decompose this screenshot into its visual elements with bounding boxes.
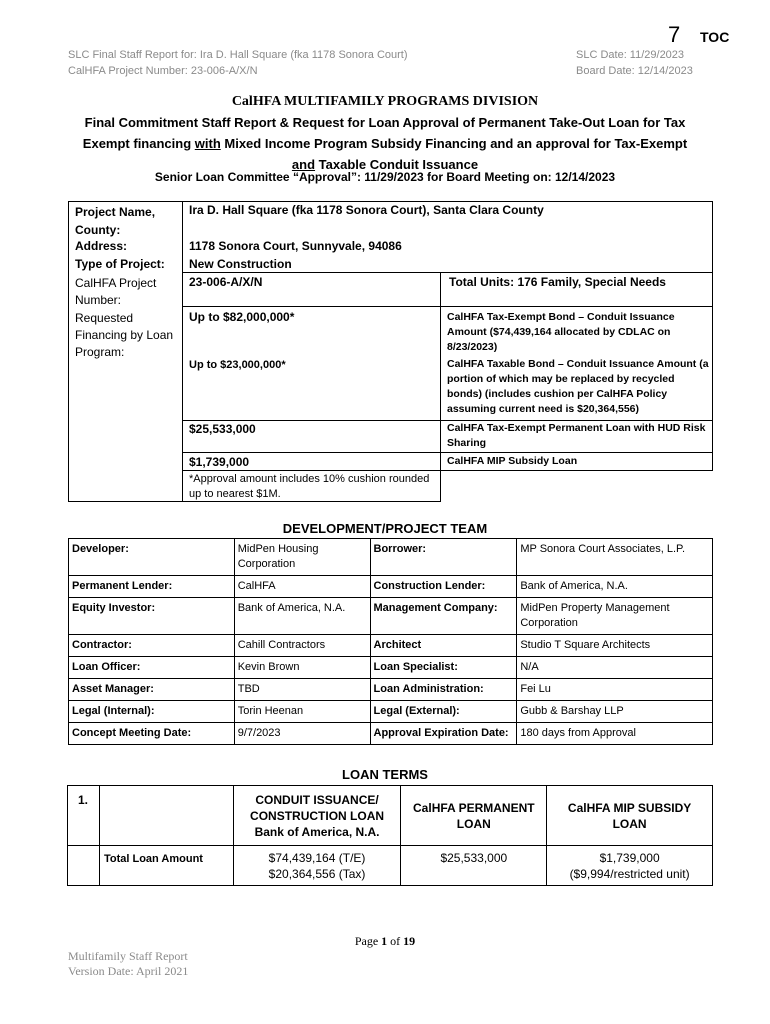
loan-terms-heading: LOAN TERMS	[342, 767, 428, 782]
financing-amount-1: Up to $82,000,000*	[189, 310, 295, 324]
team-row	[69, 635, 713, 657]
team-role-value: Kevin Brown	[234, 657, 370, 679]
project-number-value: 23-006-A/X/N	[189, 275, 263, 289]
header-project-number: CalHFA Project Number: 23-006-A/X/N	[68, 65, 258, 77]
team-role-label: Borrower:	[370, 539, 517, 576]
header-slc-date: SLC Date: 11/29/2023	[576, 49, 685, 61]
team-row	[69, 679, 713, 701]
footer-staff-report: Multifamily Staff Report	[68, 949, 188, 963]
financing-desc-1: CalHFA Tax-Exempt Bond – Conduit Issuance Amount ($74,439,164 allocated by CDLAC on 8/23/2023)	[447, 311, 675, 353]
team-table	[68, 538, 713, 745]
team-role-label: Loan Administration:	[370, 679, 517, 701]
team-role-label: Asset Manager:	[69, 679, 235, 701]
team-role-value: Fei Lu	[517, 679, 713, 701]
report-title-line1: Final Commitment Staff Report & Request for Loan Approval of Permanent Take-Out Loan for Tax	[84, 115, 686, 130]
team-role-label: Developer:	[69, 539, 235, 576]
financing-amount-2: Up to $23,000,000*	[189, 359, 286, 371]
team-role-label: Legal (Internal):	[69, 701, 235, 723]
team-heading: DEVELOPMENT/PROJECT TEAM	[282, 521, 488, 536]
page-number-top: 7	[668, 22, 681, 47]
address-value: 1178 Sonora Court, Sunnyvale, 94086	[189, 239, 402, 253]
financing-desc-2: CalHFA Taxable Bond – Conduit Issuance Amount (a portion of which may be replaced by recycled bonds) (includes cushion per CalHFA Policy assuming current need is $20,364,556)	[447, 358, 709, 415]
col-conduit-header: CONDUIT ISSUANCE/ CONSTRUCTION LOAN Bank of America, N.A.	[233, 786, 401, 846]
team-role-value: 9/7/2023	[234, 723, 370, 745]
address-label: Address:	[75, 239, 128, 253]
col-permanent-header: CalHFA PERMANENT LOAN	[401, 786, 547, 846]
financing-desc-4: CalHFA MIP Subsidy Loan	[447, 455, 578, 467]
project-name-value: Ira D. Hall Square (fka 1178 Sonora Court), Santa Clara County	[189, 203, 544, 217]
project-name-label: Project Name, County:	[75, 205, 156, 237]
approval-note: *Approval amount includes 10% cushion rounded up to nearest $1M.	[189, 473, 430, 500]
team-role-label: Concept Meeting Date:	[69, 723, 235, 745]
team-row	[69, 657, 713, 679]
division-title: CalHFA MULTIFAMILY PROGRAMS DIVISION	[231, 94, 539, 109]
project-number-label: CalHFA Project Number:	[75, 276, 157, 307]
loan-terms-blank	[99, 786, 233, 846]
team-role-label: Construction Lender:	[370, 576, 517, 598]
financing-amount-3: $25,533,000	[189, 422, 256, 436]
team-row	[69, 598, 713, 635]
team-role-value: Bank of America, N.A.	[234, 598, 370, 635]
financing-desc-3: CalHFA Tax-Exempt Permanent Loan with HUD Risk Sharing	[447, 422, 706, 449]
loan-terms-table	[67, 785, 713, 886]
team-role-label: Equity Investor:	[69, 598, 235, 635]
toc-link[interactable]: TOC	[700, 29, 730, 45]
header-report-for: SLC Final Staff Report for: Ira D. Hall Square (fka 1178 Sonora Court)	[68, 49, 408, 61]
team-row	[69, 701, 713, 723]
total-mip: $1,739,000 ($9,994/restricted unit)	[547, 846, 713, 886]
team-role-value: N/A	[517, 657, 713, 679]
team-role-label: Loan Officer:	[69, 657, 235, 679]
total-loan-label: Total Loan Amount	[99, 846, 233, 886]
team-row	[69, 539, 713, 576]
loan-terms-number: 1.	[68, 786, 100, 846]
col-mip-header: CalHFA MIP SUBSIDY LOAN	[547, 786, 713, 846]
total-conduit: $74,439,164 (T/E) $20,364,556 (Tax)	[233, 846, 401, 886]
team-role-label: Management Company:	[370, 598, 517, 635]
report-title-line2: Exempt financing with Mixed Income Program Subsidy Financing and an approval for Tax-Exempt	[82, 136, 688, 151]
report-title-line3: and Taxable Conduit Issuance	[291, 157, 479, 172]
team-role-label: Approval Expiration Date:	[370, 723, 517, 745]
team-role-value: Studio T Square Architects	[517, 635, 713, 657]
team-role-value: MidPen Housing Corporation	[234, 539, 370, 576]
team-role-value: Torin Heenan	[234, 701, 370, 723]
team-role-value: Cahill Contractors	[234, 635, 370, 657]
row-blank	[68, 846, 100, 886]
header-board-date: Board Date: 12/14/2023	[576, 65, 693, 77]
team-role-value: MidPen Property Management Corporation	[517, 598, 713, 635]
committee-approval: Senior Loan Committee “Approval”: 11/29/2023 for Board Meeting on: 12/14/2023	[154, 170, 616, 184]
team-role-label: Architect	[370, 635, 517, 657]
team-row	[69, 576, 713, 598]
type-label: Type of Project:	[75, 257, 165, 271]
footer-version: Version Date: April 2021	[68, 964, 189, 978]
team-role-value: MP Sonora Court Associates, L.P.	[517, 539, 713, 576]
team-role-value: CalHFA	[234, 576, 370, 598]
team-role-label: Loan Specialist:	[370, 657, 517, 679]
financing-amount-4: $1,739,000	[189, 455, 250, 469]
team-row	[69, 723, 713, 745]
team-role-label: Permanent Lender:	[69, 576, 235, 598]
total-units: Total Units: 176 Family, Special Needs	[449, 275, 666, 289]
financing-label: Requested Financing by Loan Program:	[75, 311, 174, 359]
team-role-value: 180 days from Approval	[517, 723, 713, 745]
team-role-value: Gubb & Barshay LLP	[517, 701, 713, 723]
report-title	[40, 112, 730, 175]
type-value: New Construction	[189, 257, 292, 271]
team-role-label: Contractor:	[69, 635, 235, 657]
team-role-label: Legal (External):	[370, 701, 517, 723]
team-role-value: Bank of America, N.A.	[517, 576, 713, 598]
total-permanent: $25,533,000	[401, 846, 547, 886]
page-indicator: Page 1 of 19	[354, 934, 416, 948]
team-role-value: TBD	[234, 679, 370, 701]
footer-block	[68, 949, 188, 979]
